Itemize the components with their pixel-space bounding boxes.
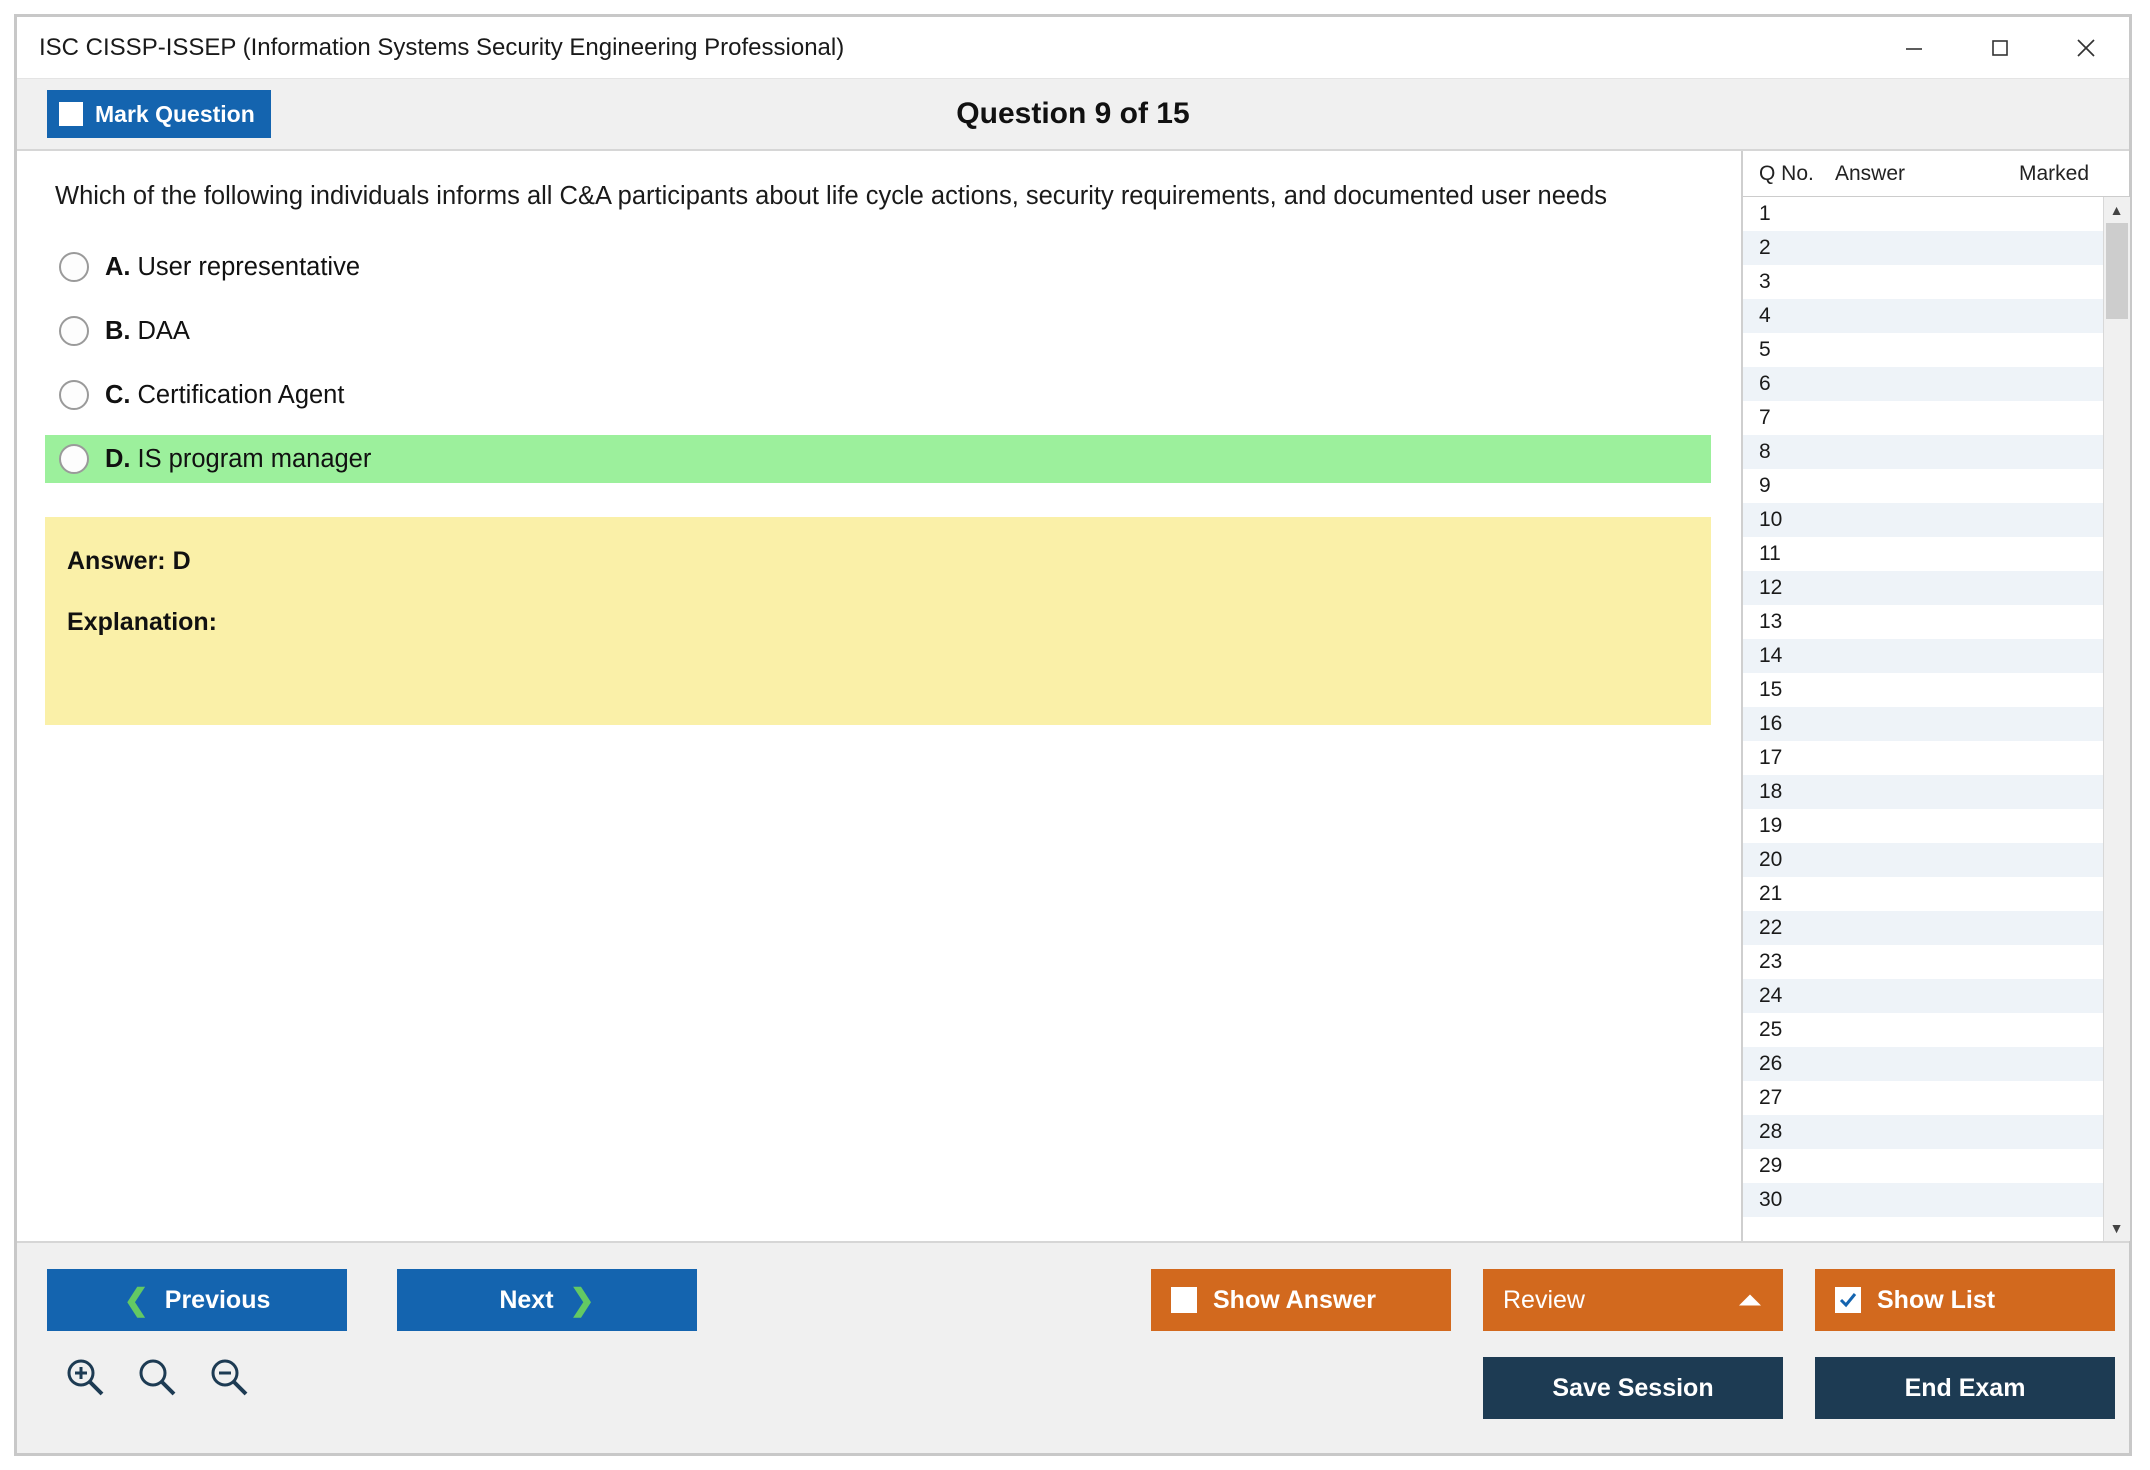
answer-label: Answer: D (67, 547, 191, 576)
show-list-button[interactable] (1815, 1269, 2115, 1331)
table-row[interactable] (1743, 877, 2103, 911)
mark-question-button[interactable] (47, 90, 271, 138)
row-qno: 7 (1759, 406, 1771, 429)
next-label: Next (499, 1285, 554, 1314)
choice-letter-d: D. (105, 444, 131, 473)
question-rows[interactable] (1743, 197, 2103, 1241)
choice-text-b: DAA (137, 316, 190, 345)
table-row[interactable] (1743, 673, 2103, 707)
table-row[interactable] (1743, 571, 2103, 605)
show-list-label: Show List (1877, 1285, 1996, 1314)
show-answer-label: Show Answer (1213, 1285, 1376, 1314)
choice-letter-c: C. (105, 380, 131, 409)
table-row[interactable] (1743, 469, 2103, 503)
table-row[interactable] (1743, 605, 2103, 639)
chevron-right-icon: ❯ (569, 1283, 595, 1317)
scroll-up-icon[interactable]: ▲ (2104, 197, 2130, 223)
choice-option-a[interactable] (45, 243, 1711, 291)
table-row[interactable] (1743, 197, 2103, 231)
footer-toolbar (17, 1243, 2129, 1453)
row-qno: 27 (1759, 1086, 1783, 1109)
row-qno: 4 (1759, 304, 1771, 327)
next-button[interactable] (397, 1269, 697, 1331)
previous-button[interactable] (47, 1269, 347, 1331)
table-row[interactable] (1743, 639, 2103, 673)
end-exam-label: End Exam (1904, 1373, 2026, 1402)
show-answer-checkbox-icon (1171, 1287, 1197, 1313)
previous-label: Previous (164, 1285, 271, 1314)
save-session-label: Save Session (1552, 1373, 1714, 1402)
row-qno: 12 (1759, 576, 1783, 599)
zoom-controls (63, 1355, 251, 1399)
scrollbar-thumb[interactable] (2106, 223, 2128, 319)
table-row[interactable] (1743, 741, 2103, 775)
scroll-down-icon[interactable]: ▼ (2104, 1215, 2130, 1241)
table-row[interactable] (1743, 911, 2103, 945)
table-row[interactable] (1743, 333, 2103, 367)
close-button[interactable] (2043, 17, 2129, 78)
table-row[interactable] (1743, 979, 2103, 1013)
table-row[interactable] (1743, 1013, 2103, 1047)
table-row[interactable] (1743, 401, 2103, 435)
question-list-body (1743, 197, 2129, 1241)
row-qno: 23 (1759, 950, 1783, 973)
radio-icon-d[interactable] (59, 444, 89, 474)
column-header-marked: Marked (2018, 161, 2089, 185)
zoom-out-icon[interactable] (207, 1355, 251, 1399)
show-list-checkbox-icon (1835, 1287, 1861, 1313)
row-qno: 1 (1759, 202, 1771, 225)
page-title: Question 9 of 15 (956, 97, 1190, 130)
column-header-qno: Q No. (1759, 161, 1814, 185)
row-qno: 16 (1759, 712, 1783, 735)
review-dropdown-button[interactable] (1483, 1269, 1783, 1331)
table-row[interactable] (1743, 367, 2103, 401)
radio-icon-b[interactable] (59, 316, 89, 346)
row-qno: 15 (1759, 678, 1783, 701)
chevron-left-icon: ❮ (123, 1283, 149, 1317)
row-qno: 14 (1759, 644, 1783, 667)
question-list-scrollbar[interactable] (2103, 197, 2129, 1241)
row-qno: 3 (1759, 270, 1771, 293)
table-row[interactable] (1743, 299, 2103, 333)
table-row[interactable] (1743, 843, 2103, 877)
end-exam-button[interactable] (1815, 1357, 2115, 1419)
question-text: Which of the following individuals informs all C&A participants about life cycle actions, security requirements, and documented user needs (55, 182, 1608, 210)
row-qno: 8 (1759, 440, 1771, 463)
toolbar (17, 79, 2129, 151)
row-qno: 22 (1759, 916, 1783, 939)
choice-text-d: IS program manager (137, 444, 372, 473)
table-row[interactable] (1743, 1115, 2103, 1149)
close-icon (2071, 33, 2101, 63)
answer-explanation-box (45, 517, 1711, 725)
row-qno: 2 (1759, 236, 1771, 259)
table-row[interactable] (1743, 775, 2103, 809)
table-row[interactable] (1743, 435, 2103, 469)
row-qno: 25 (1759, 1018, 1783, 1041)
choice-text-a: User representative (137, 252, 361, 281)
window-title: ISC CISSP-ISSEP (Information Systems Security Engineering Professional) (39, 33, 845, 61)
choice-text-c: Certification Agent (137, 380, 345, 409)
row-qno: 18 (1759, 780, 1783, 803)
exam-window (14, 14, 2132, 1456)
choice-option-d[interactable] (45, 435, 1711, 483)
window-controls (1871, 17, 2129, 78)
row-qno: 17 (1759, 746, 1783, 769)
row-qno: 11 (1759, 542, 1781, 565)
choice-option-b[interactable] (45, 307, 1711, 355)
minimize-button[interactable] (1871, 17, 1957, 78)
zoom-icon[interactable] (135, 1355, 179, 1399)
minimize-icon (1901, 35, 1927, 61)
mark-question-label: Mark Question (95, 100, 255, 127)
row-qno: 21 (1759, 882, 1783, 905)
question-pane (17, 151, 1743, 1241)
row-qno: 5 (1759, 338, 1771, 361)
row-qno: 9 (1759, 474, 1771, 497)
review-label: Review (1503, 1285, 1585, 1314)
scrollbar-track[interactable] (2104, 223, 2130, 1215)
radio-icon-a[interactable] (59, 252, 89, 282)
radio-icon-c[interactable] (59, 380, 89, 410)
row-qno: 19 (1759, 814, 1783, 837)
column-header-answer: Answer (1835, 161, 1906, 185)
table-row[interactable] (1743, 1081, 2103, 1115)
table-row[interactable] (1743, 809, 2103, 843)
row-qno: 13 (1759, 610, 1783, 633)
table-row[interactable] (1743, 1047, 2103, 1081)
title-bar (17, 17, 2129, 79)
save-session-button[interactable] (1483, 1357, 1783, 1419)
row-qno: 30 (1759, 1188, 1783, 1211)
show-answer-button[interactable] (1151, 1269, 1451, 1331)
row-qno: 24 (1759, 984, 1783, 1007)
row-qno: 20 (1759, 848, 1783, 871)
maximize-icon (1987, 35, 2013, 61)
choice-option-c[interactable] (45, 371, 1711, 419)
table-row[interactable] (1743, 707, 2103, 741)
row-qno: 28 (1759, 1120, 1783, 1143)
table-row[interactable] (1743, 537, 2103, 571)
row-qno: 10 (1759, 508, 1783, 531)
choices-list (55, 243, 1715, 483)
row-qno: 29 (1759, 1154, 1783, 1177)
choice-letter-a: A. (105, 252, 131, 281)
table-row[interactable] (1743, 1149, 2103, 1183)
table-row[interactable] (1743, 503, 2103, 537)
table-row[interactable] (1743, 945, 2103, 979)
row-qno: 6 (1759, 372, 1771, 395)
explanation-label: Explanation: (67, 608, 218, 637)
row-qno: 26 (1759, 1052, 1783, 1075)
zoom-in-icon[interactable] (63, 1355, 107, 1399)
maximize-button[interactable] (1957, 17, 2043, 78)
question-list-panel (1743, 151, 2129, 1241)
table-row[interactable] (1743, 1183, 2103, 1217)
chevron-up-icon (1739, 1295, 1761, 1306)
table-row[interactable] (1743, 231, 2103, 265)
mark-question-checkbox-icon (59, 102, 83, 126)
table-row[interactable] (1743, 265, 2103, 299)
choice-letter-b: B. (105, 316, 131, 345)
content-area (17, 151, 2129, 1243)
question-list-header (1743, 151, 2129, 197)
